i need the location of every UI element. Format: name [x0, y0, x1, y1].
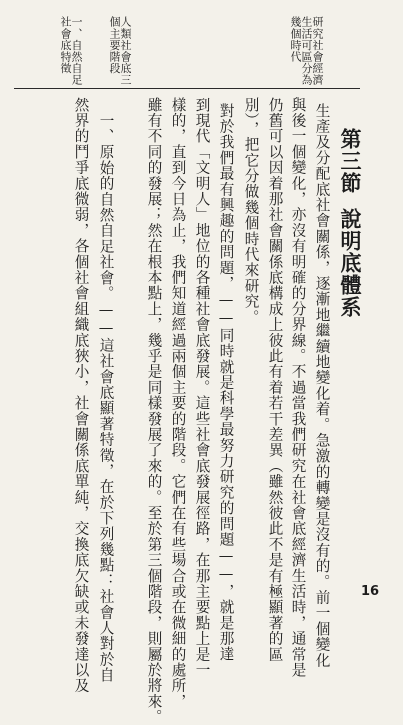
margin-note-3: 一、自然自足社會底特徵 — [59, 16, 83, 86]
section-heading: 說明底體系 — [338, 208, 363, 318]
margin-note-1: 研究社會經濟生活可區分為幾個時代 — [289, 16, 324, 86]
text-column-10: 然界的鬥爭底微弱，各個社會組織底狹小，社會關係底單純，交換底欠缺或未發達以及 — [72, 97, 90, 694]
text-column-9: 一、原始的自然自足社會。——這社會底顯著特徵，在於下列幾點：社會人對於自 — [97, 113, 115, 683]
page-number: 16 — [361, 584, 380, 599]
text-column-2: 與後一個變化，亦沒有明確的分界線。不過當我們研究在社會底經濟生活時，通常是 — [289, 97, 307, 678]
text-column-3: 仍舊可以因着那社會關係底構成上彼此有着若干差異（雖然彼此不是有極顯著的區 — [266, 97, 284, 663]
text-column-1: 生產及分配底社會關係，逐漸地繼續地變化着。急激的轉變是沒有的。前一個變化 — [313, 103, 331, 669]
text-column-8: 雖有不同的發展；然在根本點上，幾乎是同樣發展了來的。至於第三個階段，則屬於將來。 — [145, 97, 163, 725]
text-column-5: 對於我們最有興趣的問題，——同時就是科學最努力研究的問題——，就是那達 — [217, 103, 235, 663]
margin-note-2: 人類社會底三個主要階段 — [108, 16, 132, 86]
text-column-4: 別），把它分做幾個時代來研究。 — [242, 97, 260, 326]
text-column-6: 到現代「文明人」地位的各種社會底發展。這些社會底發展徑路，在那主要點上是一 — [193, 97, 211, 678]
header-rule — [14, 88, 360, 89]
text-column-7: 樣的，直到今日為止，我們知道經過兩個主要的階段。它們在有些場合或在微細的處所， — [169, 97, 187, 710]
section-title — [340, 128, 361, 318]
section-number: 第三節 — [338, 128, 363, 194]
